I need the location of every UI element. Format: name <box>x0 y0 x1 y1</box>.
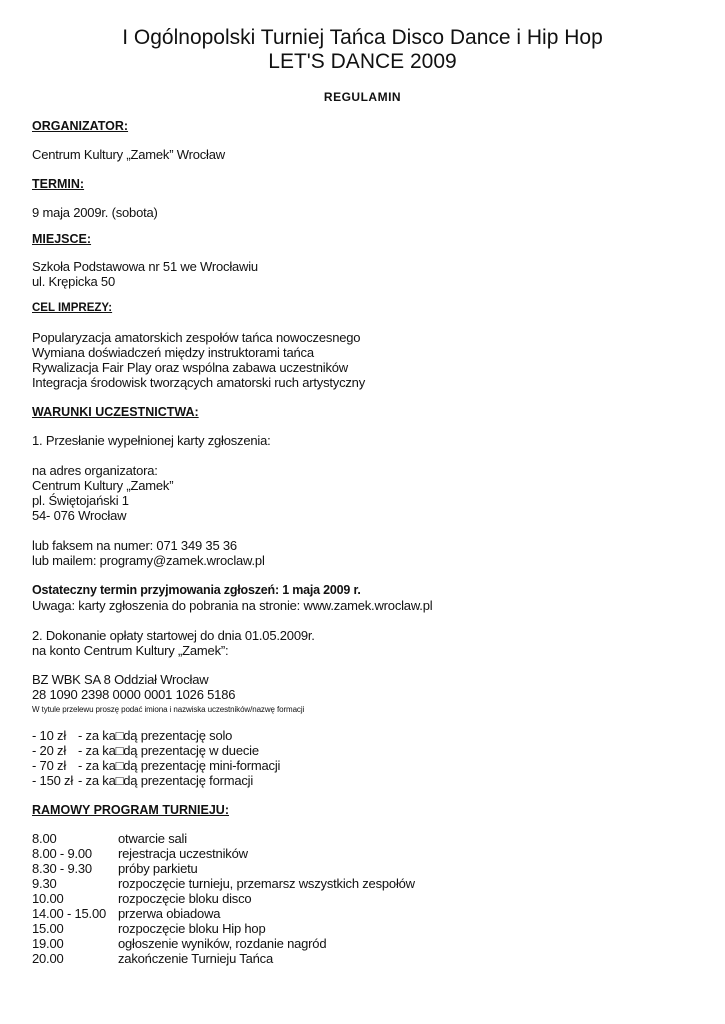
program-desc: rozpoczęcie turnieju, przemarsz wszystkich zespołów <box>118 876 415 891</box>
program-row <box>32 951 415 966</box>
fee-row <box>32 728 280 743</box>
program-time: 10.00 <box>32 891 64 906</box>
address-intro: na adres organizatora: <box>32 463 158 478</box>
program-time: 14.00 - 15.00 <box>32 906 107 921</box>
program-desc: przerwa obiadowa <box>118 906 221 921</box>
program-desc: otwarcie sali <box>118 831 187 846</box>
cel-item: Rywalizacja Fair Play oraz wspólna zabawa uczestników <box>32 360 348 375</box>
fee-amount: - 20 zł <box>32 743 67 758</box>
miejsce-line1: Szkoła Podstawowa nr 51 we Wrocławiu <box>32 259 258 274</box>
program-desc: próby parkietu <box>118 861 198 876</box>
fees-list <box>32 728 280 788</box>
document-subtitle: REGULAMIN <box>323 90 402 104</box>
address-line: 54- 076 Wrocław <box>32 508 127 523</box>
program-time: 8.30 - 9.30 <box>32 861 92 876</box>
transfer-note: W tytule przelewu proszę podać imiona i nazwiska uczestników/nazwę formacji <box>32 705 305 714</box>
address-line: pl. Świętojański 1 <box>32 493 129 508</box>
termin-heading: TERMIN: <box>32 177 85 191</box>
cel-item: Popularyzacja amatorskich zespołów tańca nowoczesnego <box>32 330 361 345</box>
termin-text: 9 maja 2009r. (sobota) <box>32 205 158 220</box>
program-desc: rozpoczęcie bloku Hip hop <box>118 921 266 936</box>
fee-desc: - za ka□dą prezentację w duecie <box>78 743 259 758</box>
program-time: 15.00 <box>32 921 64 936</box>
program-heading: RAMOWY PROGRAM TURNIEJU: <box>32 803 229 817</box>
program-desc: rozpoczęcie bloku disco <box>118 891 252 906</box>
program-row <box>32 921 415 936</box>
cel-heading: CEL IMPREZY: <box>32 302 113 314</box>
document-title: I Ogólnopolski Turniej Tańca Disco Dance i Hip Hop <box>122 26 603 49</box>
program-time: 9.30 <box>32 876 57 891</box>
cel-list <box>32 330 365 390</box>
bank-name: BZ WBK SA 8 Oddział Wrocław <box>32 672 209 687</box>
program-desc: zakończenie Turnieju Tańca <box>118 951 273 966</box>
program-time: 8.00 - 9.00 <box>32 846 92 861</box>
fee-desc: - za ka□dą prezentację solo <box>78 728 233 743</box>
download-note: Uwaga: karty zgłoszenia do pobrania na stronie: www.zamek.wroclaw.pl <box>32 598 433 613</box>
program-row <box>32 861 415 876</box>
fax-line: lub faksem na numer: 071 349 35 36 <box>32 538 237 553</box>
mail-line: lub mailem: programy@zamek.wroclaw.pl <box>32 553 265 568</box>
fee-row <box>32 773 280 788</box>
organizator-heading: ORGANIZATOR: <box>32 119 129 133</box>
warunki-item1: 1. Przesłanie wypełnionej karty zgłoszenia: <box>32 433 271 448</box>
cel-item: Integracja środowisk tworzących amatorski ruch artystyczny <box>32 375 366 390</box>
fee-row <box>32 743 280 758</box>
miejsce-line2: ul. Krępicka 50 <box>32 274 115 289</box>
organizator-text: Centrum Kultury „Zamek” Wrocław <box>32 147 225 162</box>
warunki-heading: WARUNKI UCZESTNICTWA: <box>32 405 199 419</box>
cel-item: Wymiana doświadczeń między instruktorami tańca <box>32 345 314 360</box>
address-line: Centrum Kultury „Zamek” <box>32 478 174 493</box>
deadline-line: Ostateczny termin przyjmowania zgłoszeń: 1 maja 2009 r. <box>32 583 361 597</box>
miejsce-heading: MIEJSCE: <box>32 232 92 246</box>
warunki-item2: 2. Dokonanie opłaty startowej do dnia 01.05.2009r. <box>32 628 315 643</box>
program-desc: rejestracja uczestników <box>118 846 248 861</box>
program-desc: ogłoszenie wyników, rozdanie nagród <box>118 936 327 951</box>
fee-amount: - 150 zł <box>32 773 74 788</box>
warunki-item2-account: na konto Centrum Kultury „Zamek”: <box>32 643 229 658</box>
program-time: 8.00 <box>32 831 57 846</box>
fee-row <box>32 758 280 773</box>
program-time: 20.00 <box>32 951 64 966</box>
bank-account: 28 1090 2398 0000 0001 1026 5186 <box>32 687 236 702</box>
program-row <box>32 876 415 891</box>
program-row <box>32 831 415 846</box>
program-row <box>32 906 415 921</box>
program-list <box>32 831 415 966</box>
fee-desc: - za ka□dą prezentację mini-formacji <box>78 758 281 773</box>
program-time: 19.00 <box>32 936 64 951</box>
program-row <box>32 846 415 861</box>
fee-amount: - 70 zł <box>32 758 67 773</box>
program-row <box>32 891 415 906</box>
fee-desc: - za ka□dą prezentację formacji <box>78 773 254 788</box>
program-row <box>32 936 415 951</box>
document-title-line2: LET'S DANCE 2009 <box>268 50 457 73</box>
fee-amount: - 10 zł <box>32 728 67 743</box>
